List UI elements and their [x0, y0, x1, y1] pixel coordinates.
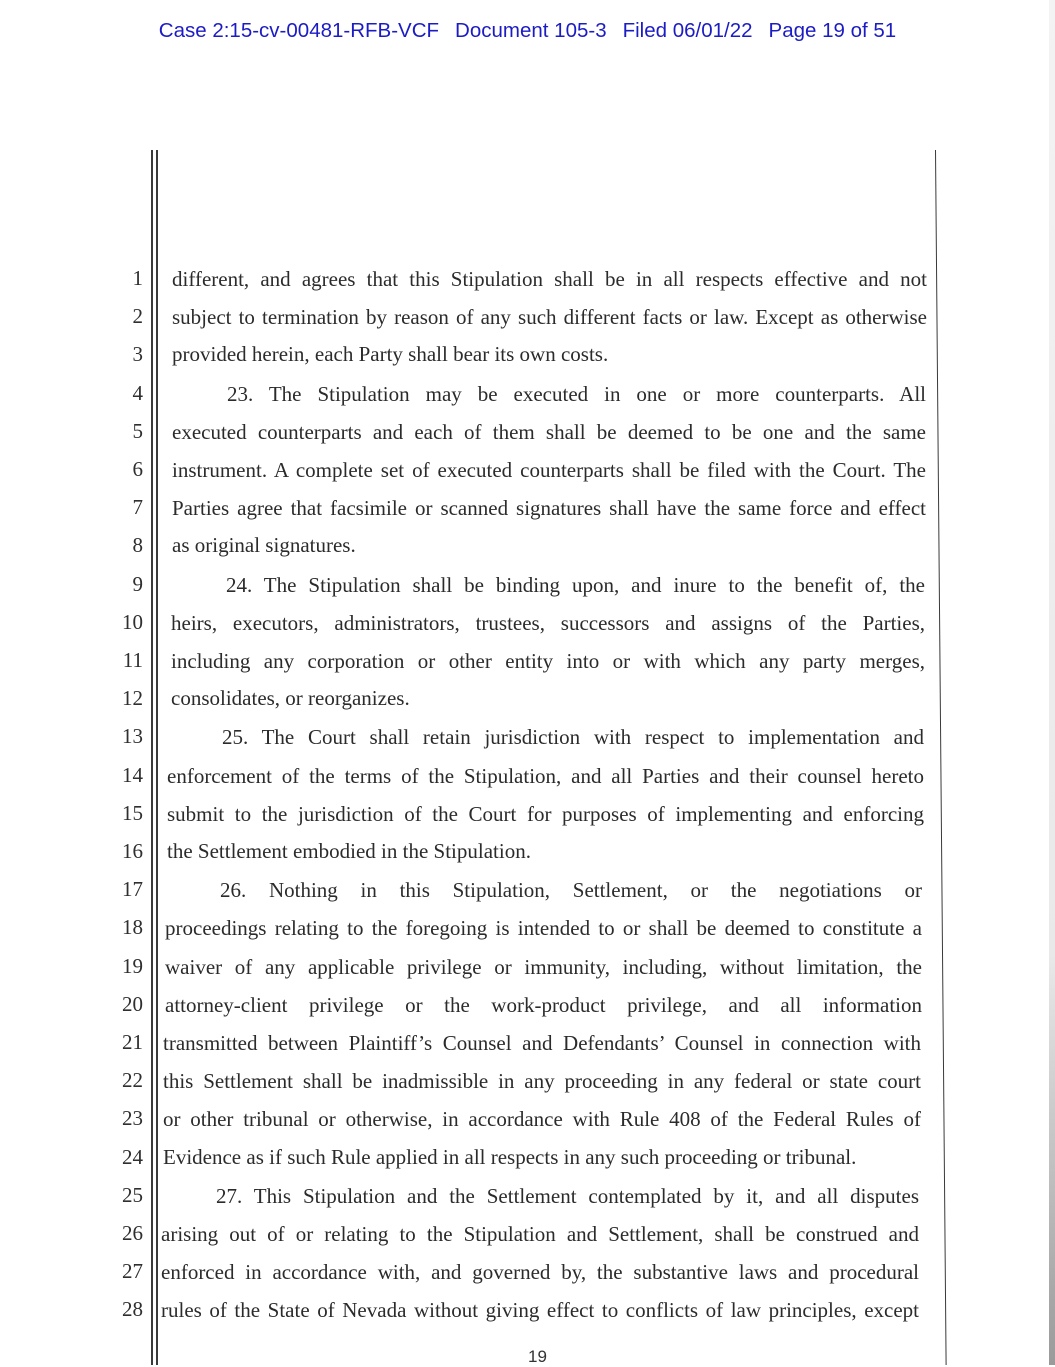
filed-date: Filed 06/01/22: [622, 19, 753, 42]
line-number: 15: [122, 800, 143, 825]
page-number: 19: [528, 1347, 547, 1366]
line-number: 17: [122, 877, 143, 902]
body-text-line: 25. The Court shall retain jurisdiction with respect to implementation and: [222, 725, 924, 750]
line-number: 1: [132, 266, 143, 290]
line-number: 4: [132, 380, 143, 405]
line-number: 26: [122, 1221, 143, 1245]
body-text-line: this Settlement shall be inadmissible in any proceeding in any federal or state court: [163, 1069, 921, 1094]
line-number: 11: [122, 648, 143, 672]
line-number: 16: [122, 839, 143, 863]
line-number: 25: [122, 1182, 143, 1207]
body-text-line: consolidates, or reorganizes.: [171, 686, 410, 711]
body-text-line: enforcement of the terms of the Stipulation, and all Parties and their counsel hereto: [167, 763, 924, 788]
line-number: 28: [122, 1297, 143, 1322]
body-text-line: transmitted between Plaintiff’s Counsel and Defendants’ Counsel in connection with: [163, 1031, 921, 1055]
ecf-header: [0, 19, 1055, 43]
body-text-line: as original signatures.: [172, 533, 356, 558]
body-text-line: submit to the jurisdiction of the Court for purposes of implementing and enforcing: [167, 801, 924, 826]
line-number: 13: [122, 724, 143, 749]
body-text-line: different, and agrees that this Stipulation shall be in all respects effective and not: [172, 267, 927, 291]
line-number: 20: [122, 991, 143, 1016]
body-text-line: waiver of any applicable privilege or immunity, including, without limitation, the: [165, 954, 922, 979]
line-number: 24: [122, 1144, 143, 1169]
line-number: 3: [132, 342, 143, 367]
body-text-line: provided herein, each Party shall bear its own costs.: [172, 342, 609, 367]
body-text-line: attorney-client privilege or the work-product privilege, and all information: [165, 992, 922, 1017]
body-text-line: Evidence as if such Rule applied in all respects in any such proceeding or tribunal.: [163, 1144, 857, 1169]
right-margin-rule: [935, 150, 947, 1365]
line-number: 2: [132, 304, 143, 329]
page-of-total: Page 19 of 51: [768, 19, 897, 42]
body-text-line: including any corporation or other entity into or with which any party merges,: [171, 649, 925, 673]
case-number: Case 2:15-cv-00481-RFB-VCF: [158, 19, 440, 42]
line-number: 27: [122, 1259, 143, 1284]
body-text-line: 23. The Stipulation may be executed in one or more counterparts. All: [227, 381, 926, 406]
line-number: 5: [132, 418, 143, 443]
line-number: 9: [132, 571, 143, 596]
left-margin-rule-outer: [151, 150, 153, 1365]
body-text-line: 27. This Stipulation and the Settlement contemplated by it, and all disputes: [216, 1183, 919, 1208]
line-number: 23: [122, 1106, 143, 1131]
body-text-line: 26. Nothing in this Stipulation, Settlement, or the negotiations or: [220, 878, 922, 903]
line-number: 21: [122, 1030, 143, 1054]
body-text-line: proceedings relating to the foregoing is intended to or shall be deemed to constitute a: [165, 916, 922, 941]
line-number: 10: [122, 609, 143, 634]
body-text-line: enforced in accordance with, and governed by, the substantive laws and procedural: [161, 1260, 919, 1285]
body-text-line: instrument. A complete set of executed counterparts shall be filed with the Court. The: [172, 458, 926, 482]
body-text-line: heirs, executors, administrators, trustees, successors and assigns of the Parties,: [171, 610, 925, 635]
line-number: 12: [122, 686, 143, 711]
line-number: 18: [122, 915, 143, 940]
body-text-line: rules of the State of Nevada without giving effect to conflicts of law principles, except: [161, 1298, 919, 1323]
body-text-line: subject to termination by reason of any such different facts or law. Except as otherwise: [172, 305, 927, 330]
body-text-line: the Settlement embodied in the Stipulation.: [167, 839, 531, 863]
scan-edge-shadow: [1049, 0, 1055, 1365]
body-text-line: arising out of or relating to the Stipulation and Settlement, shall be construed and: [161, 1222, 919, 1246]
left-margin-rule-inner: [156, 150, 158, 1365]
line-number: 22: [122, 1068, 143, 1093]
line-number: 6: [132, 457, 143, 481]
document-number: Document 105-3: [455, 19, 607, 42]
body-text-line: or other tribunal or otherwise, in accordance with Rule 408 of the Federal Rules of: [163, 1107, 921, 1132]
line-number: 14: [122, 762, 143, 787]
line-number: 7: [132, 495, 143, 520]
body-text-line: Parties agree that facsimile or scanned signatures shall have the same force and effect: [172, 496, 926, 521]
body-text-line: executed counterparts and each of them shall be deemed to be one and the same: [172, 419, 926, 444]
line-number: 8: [132, 533, 143, 558]
body-text-line: 24. The Stipulation shall be binding upon, and inure to the benefit of, the: [226, 572, 925, 597]
line-number: 19: [122, 953, 143, 978]
